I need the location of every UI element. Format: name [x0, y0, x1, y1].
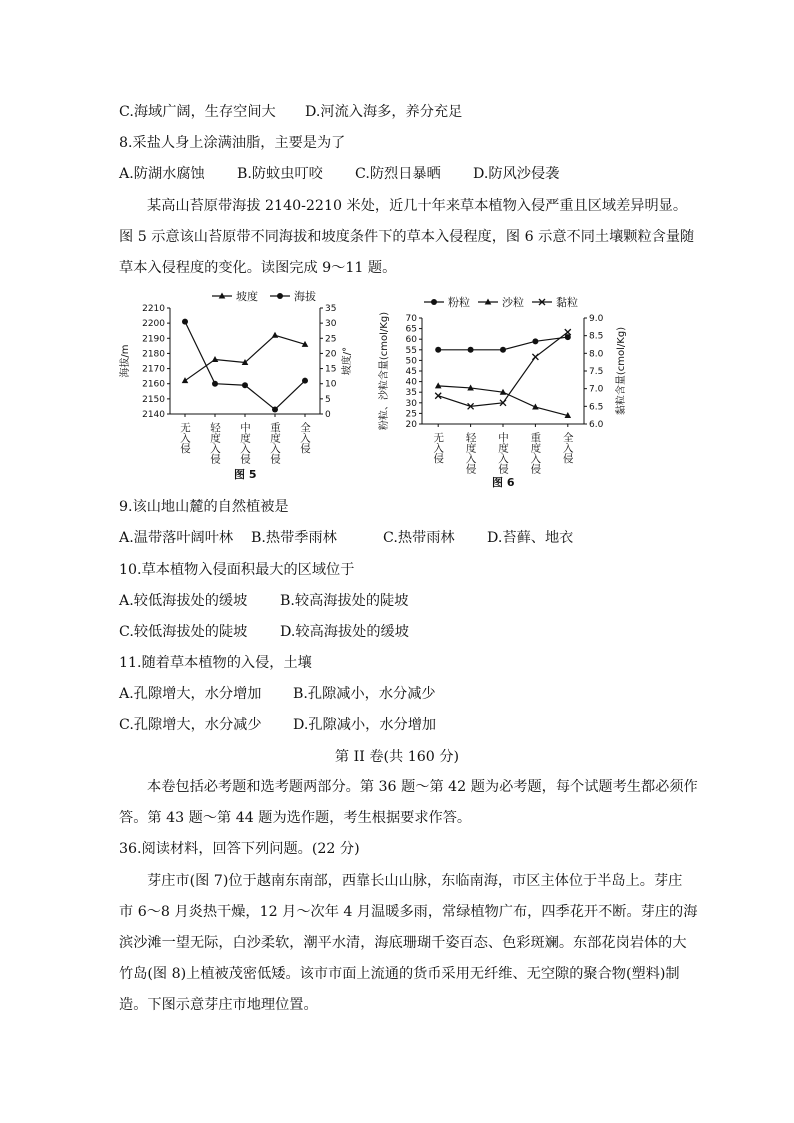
- passage1-line-1: 某高山苔原带海拔 2140-2210 米处，近几十年来草本植物入侵严重且区域差异明显。: [147, 198, 688, 214]
- q36-passage-line-2: 市 6～8 月炎热干燥，12 月～次年 4 月温暖多雨，常绿植物广布，四季花开不断。芽庄的海: [119, 904, 698, 920]
- legend-label: 海拔: [294, 290, 316, 303]
- right-tick-label: 6.0: [589, 420, 604, 430]
- legend-label: 沙粒: [502, 296, 524, 309]
- data-point-粉粒: [435, 347, 441, 353]
- section-2-intro-line-2: 答。第 43 题～第 44 题为选作题，考生根据要求作答。: [119, 810, 472, 826]
- right-tick-label: 7.5: [589, 367, 604, 377]
- right-tick-label: 8.0: [589, 349, 604, 360]
- legend-marker: [277, 293, 283, 299]
- data-point-粉粒: [500, 347, 506, 353]
- data-point-黏粒: [532, 354, 538, 360]
- left-axis-title: 海拔/m: [120, 344, 131, 378]
- q9-stem: 9.该山地山麓的自然植被是: [119, 499, 289, 515]
- series-line-海拔: [185, 322, 305, 410]
- left-axis-title: 粉粒、沙粒含量(cmol/Kg): [379, 311, 390, 431]
- right-tick-label: 10: [325, 379, 337, 390]
- left-tick-label: 45: [405, 367, 417, 377]
- category-label: 无入侵: [432, 432, 445, 464]
- left-tick-label: 2200: [142, 319, 165, 330]
- left-tick-label: 2210: [142, 304, 165, 314]
- left-tick-label: 2190: [142, 334, 165, 345]
- category-label: 全入侵: [299, 422, 311, 454]
- figure-caption: 图 6: [492, 476, 515, 489]
- right-tick-label: 30: [325, 319, 337, 330]
- figure-5-chart: [118, 282, 380, 490]
- q10-option-a: A.较低海拔处的缓坡: [119, 593, 248, 609]
- right-tick-label: 25: [325, 334, 337, 345]
- category-label: 中度入侵: [239, 422, 251, 464]
- q10-option-c: C.较低海拔处的陡坡: [119, 624, 248, 640]
- figure-6-chart: [378, 282, 640, 490]
- q9-option-c: C.热带雨林: [383, 530, 455, 546]
- figure-caption: 图 5: [234, 468, 257, 481]
- legend-label: 坡度: [236, 290, 258, 303]
- category-label: 轻度入侵: [209, 422, 221, 464]
- q36-passage-line-4: 竹岛(图 8)上植被茂密低矮。该市市面上流通的货币采用无纤维、无空隙的聚合物(塑料)制: [119, 966, 680, 982]
- right-tick-label: 8.5: [589, 331, 604, 342]
- right-tick-label: 5: [325, 394, 331, 405]
- q9-option-b: B.热带季雨林: [251, 530, 337, 546]
- legend-label: 粉粒: [448, 296, 470, 309]
- data-point-海拔: [212, 381, 218, 387]
- right-tick-label: 9.0: [589, 314, 604, 324]
- left-tick-label: 2170: [142, 364, 165, 375]
- right-tick-label: 0: [325, 410, 331, 420]
- q7-option-d: D.河流入海多，养分充足: [305, 104, 463, 120]
- q8-option-a: A.防湖水腐蚀: [119, 166, 205, 182]
- q9-option-d: D.苔藓、地衣: [487, 530, 574, 546]
- left-tick-label: 35: [405, 388, 417, 399]
- q9-option-a: A.温带落叶阔叶林: [119, 530, 234, 546]
- q11-option-c: C.孔隙增大，水分减少: [119, 717, 262, 733]
- right-axis-title: 坡度/°: [342, 346, 353, 376]
- q36-passage-line-1: 芽庄市(图 7)位于越南东南部，西靠长山山脉，东临南海，市区主体位于半岛上。芽庄: [147, 873, 683, 889]
- data-point-海拔: [272, 406, 278, 412]
- q11-option-a: A.孔隙增大，水分增加: [119, 686, 262, 702]
- category-label: 重度入侵: [269, 422, 281, 464]
- right-tick-label: 6.5: [589, 402, 604, 413]
- q8-option-b: B.防蚊虫叮咬: [237, 166, 323, 182]
- q36-stem: 36.阅读材料，回答下列问题。(22 分): [119, 841, 360, 857]
- data-point-坡度: [212, 356, 219, 362]
- q11-option-b: B.孔隙减小，水分减少: [293, 686, 436, 702]
- category-label: 全入侵: [561, 432, 574, 464]
- category-label: 轻度入侵: [464, 432, 477, 474]
- left-tick-label: 50: [405, 356, 417, 367]
- left-tick-label: 2160: [142, 379, 165, 390]
- legend-label: 黏粒: [556, 296, 578, 309]
- data-point-粉粒: [532, 338, 538, 344]
- left-tick-label: 55: [405, 345, 417, 356]
- data-point-沙粒: [435, 382, 442, 388]
- q11-option-d: D.孔隙减小，水分增加: [293, 717, 437, 733]
- left-tick-label: 70: [405, 314, 417, 324]
- q10-option-d: D.较高海拔处的缓坡: [280, 624, 409, 640]
- data-point-坡度: [182, 377, 189, 383]
- left-tick-label: 40: [405, 377, 417, 388]
- legend-marker: [431, 299, 437, 305]
- left-tick-label: 25: [405, 409, 417, 420]
- data-point-坡度: [272, 332, 279, 338]
- right-tick-label: 15: [325, 364, 337, 375]
- left-tick-label: 30: [405, 398, 417, 409]
- left-tick-label: 2140: [142, 410, 165, 420]
- q8-stem: 8.采盐人身上涂满油脂，主要是为了: [119, 135, 346, 151]
- q8-option-c: C.防烈日暴晒: [355, 166, 441, 182]
- q8-option-d: D.防风沙侵袭: [473, 166, 560, 182]
- q36-passage-line-5: 造。下图示意芽庄市地理位置。: [119, 997, 318, 1013]
- q11-stem: 11.随着草本植物的入侵，土壤: [119, 655, 312, 671]
- right-tick-label: 7.0: [589, 384, 604, 395]
- category-label: 重度入侵: [529, 432, 542, 474]
- data-point-海拔: [242, 382, 248, 388]
- section-2-title: 第 II 卷(共 160 分): [334, 749, 460, 765]
- q7-option-c: C.海域广阔，生存空间大: [119, 104, 276, 120]
- q10-option-b: B.较高海拔处的陡坡: [280, 593, 409, 609]
- category-label: 中度入侵: [497, 432, 509, 474]
- q10-stem: 10.草本植物入侵面积最大的区域位于: [119, 562, 355, 578]
- data-point-海拔: [182, 319, 188, 325]
- left-tick-label: 60: [405, 335, 417, 346]
- category-label: 无入侵: [179, 422, 191, 454]
- left-tick-label: 2150: [142, 394, 165, 405]
- left-tick-label: 20: [405, 420, 417, 430]
- right-tick-label: 35: [325, 304, 337, 314]
- section-2-intro-line-1: 本卷包括必考题和选考题两部分。第 36 题～第 42 题为必考题，每个试题考生都必须作: [147, 779, 698, 795]
- right-tick-label: 20: [325, 349, 337, 360]
- series-line-黏粒: [438, 332, 568, 406]
- q36-passage-line-3: 滨沙滩一望无际，白沙柔软，潮平水清，海底珊瑚千姿百态、色彩斑斓。东部花岗岩体的大: [119, 935, 687, 951]
- passage1-line-3: 草本入侵程度的变化。读图完成 9～11 题。: [119, 260, 397, 276]
- data-point-海拔: [302, 378, 308, 384]
- left-tick-label: 65: [405, 324, 417, 335]
- data-point-粉粒: [468, 347, 474, 353]
- passage1-line-2: 图 5 示意该山苔原带不同海拔和坡度条件下的草本入侵程度，图 6 示意不同土壤颗粒含量随: [119, 229, 695, 245]
- data-point-黏粒: [435, 393, 441, 399]
- left-tick-label: 2180: [142, 349, 165, 360]
- right-axis-title: 黏粒含量(cmol/Kg): [616, 326, 627, 416]
